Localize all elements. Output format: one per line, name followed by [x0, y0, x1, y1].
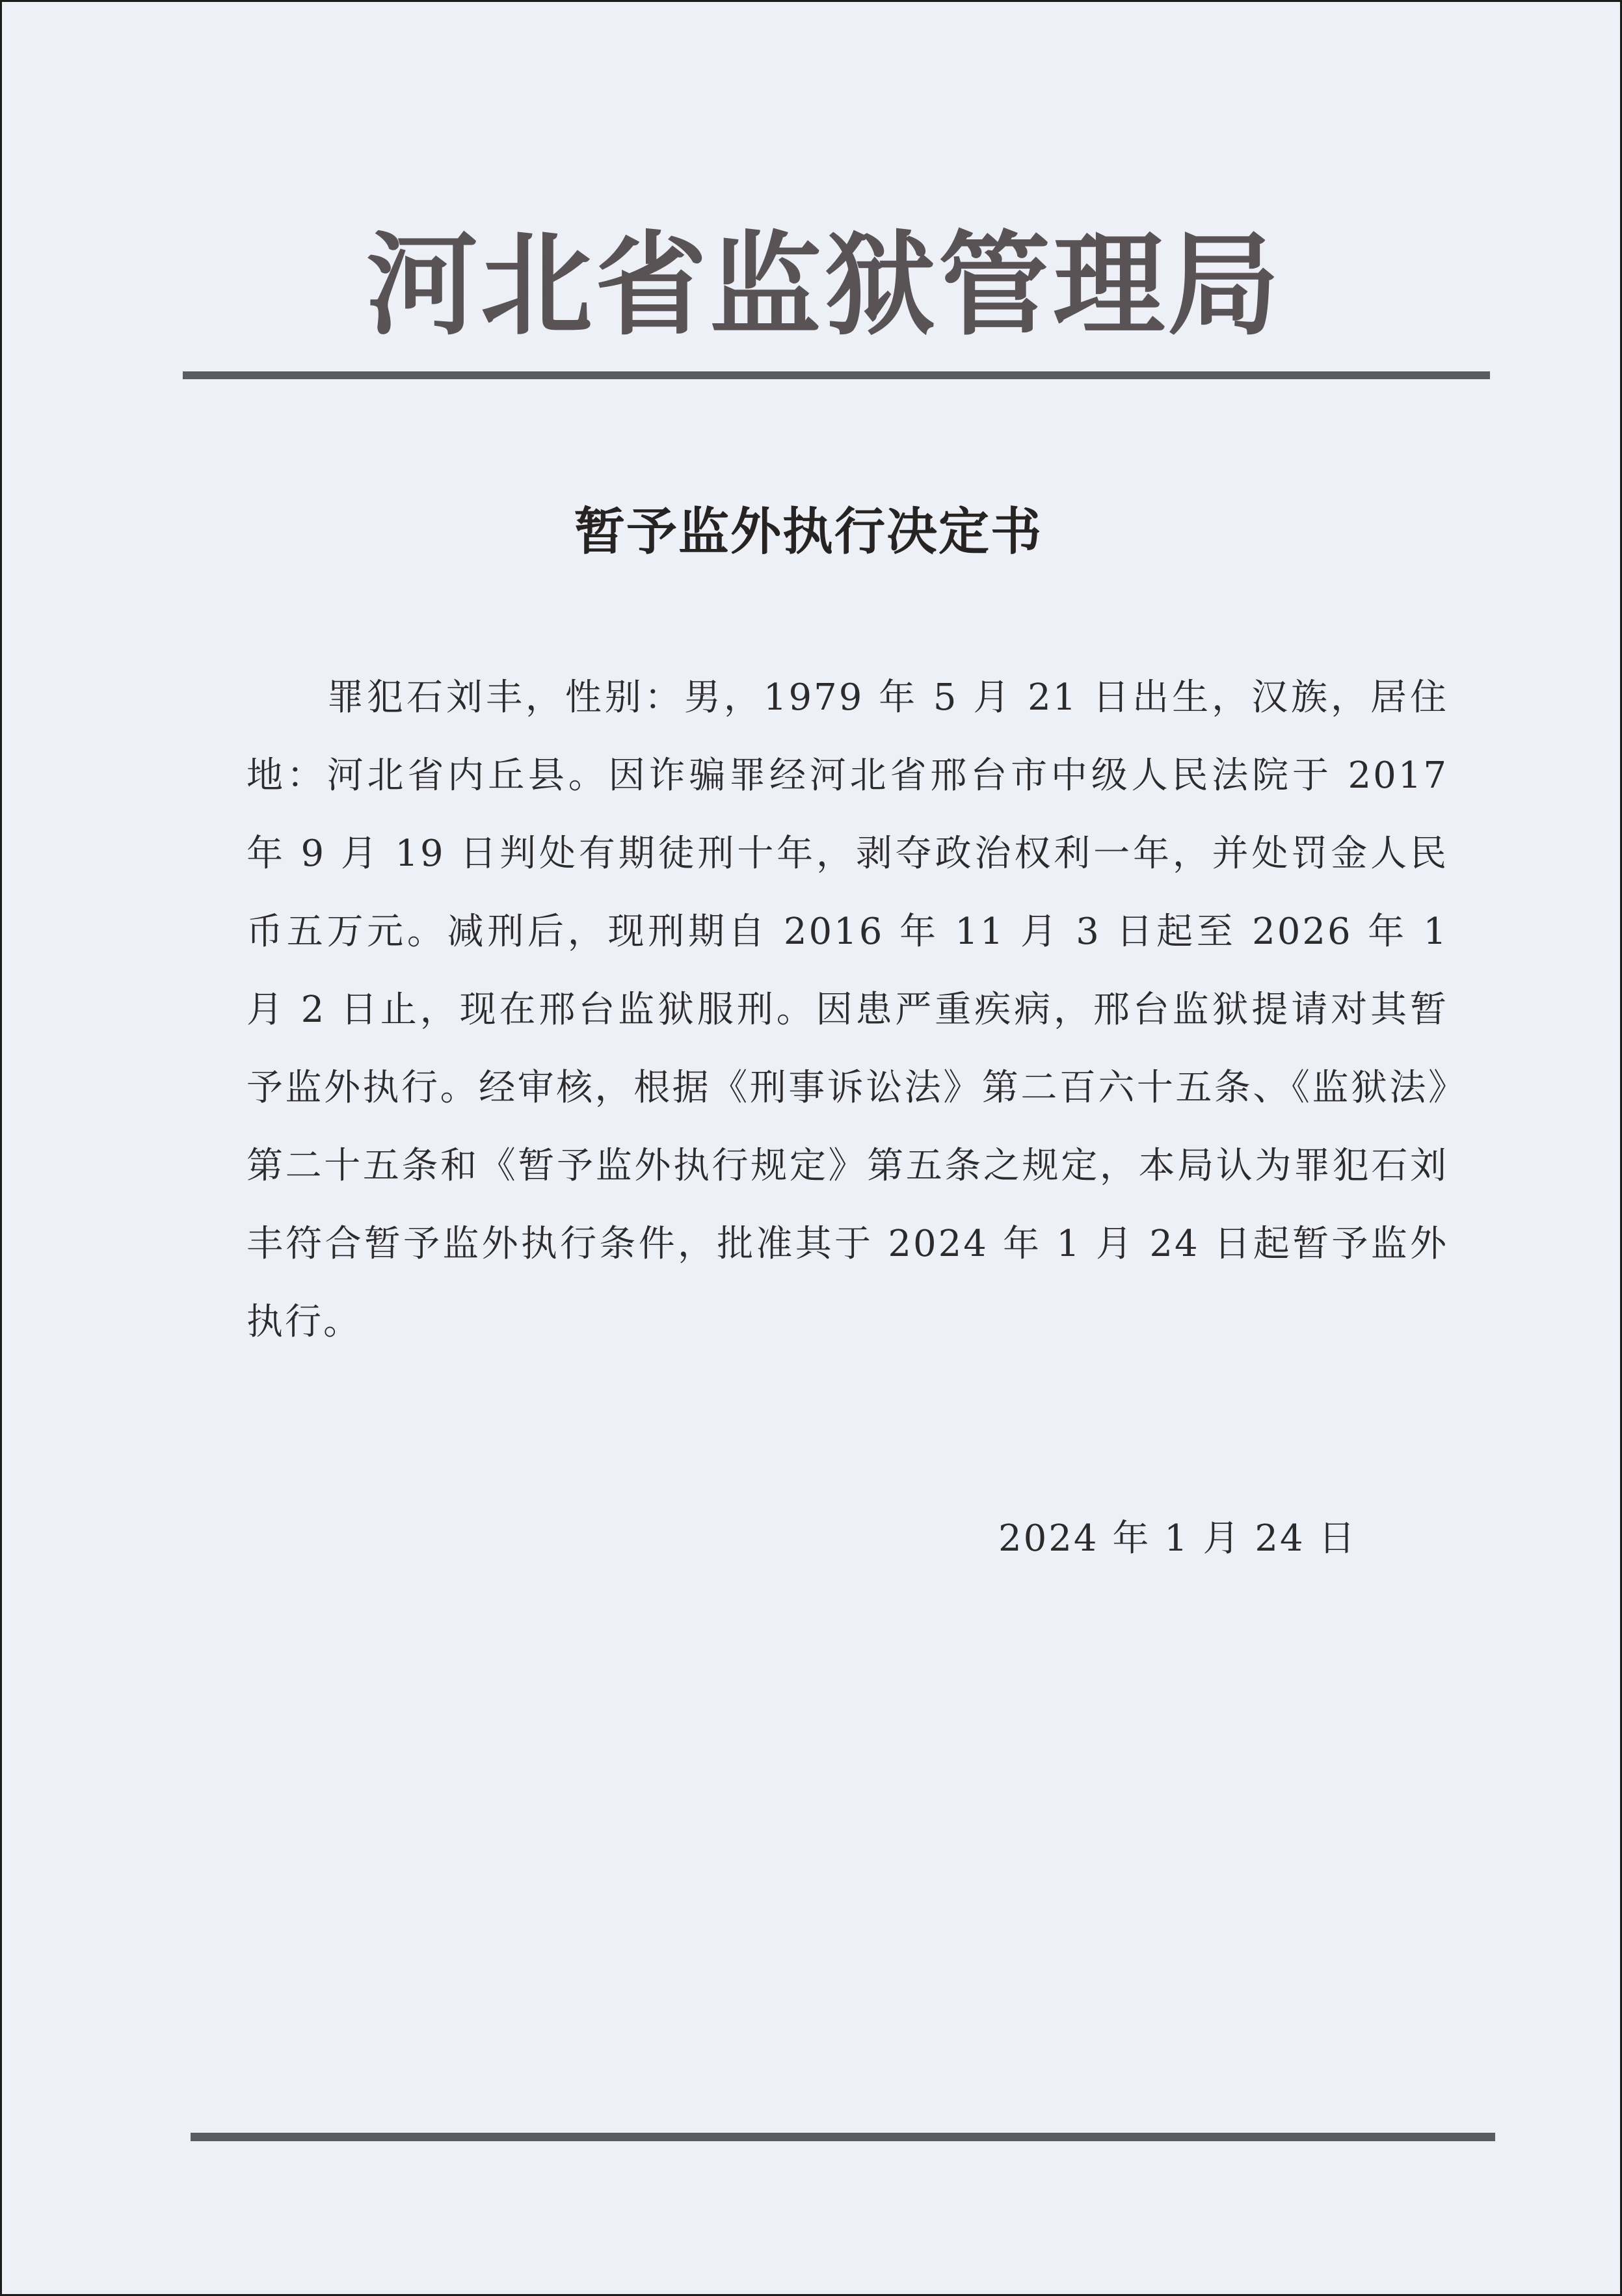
- issue-date: 2024 年 1 月 24 日: [998, 1517, 1357, 1560]
- issuer-header: 河北省监狱管理局: [366, 219, 1282, 351]
- decision-body: 罪犯石刘丰，性别：男，1979 年 5 月 21 日出生，汉族，居住地：河北省内丘县。因诈骗罪经河北省邢台市中级人民法院于 2017 年 9 月 19 日判处有期徒刑十年，剥夺政治权利一年，并处罚金人民币五万元。减刑后，现刑期自 2016 年 11 月 3 日起至 2026 年 1 月 2 日止，现在邢台监狱服刑。因患严重疾病，邢台监狱提请对其暂予监外执行。经审核，根据《刑事诉讼法》第二百六十五条、《监狱法》第二十五条和《暂予监外执行规定》第五条之规定，本局认为罪犯石刘丰符合暂予监外执行条件，批准其于 2024 年 1 月 24 日起暂予监外执行。: [246, 676, 1448, 1343]
- document-title: 暂予监外执行决定书: [574, 502, 1043, 561]
- footer-rule: [191, 2133, 1495, 2141]
- header-rule: [183, 371, 1490, 379]
